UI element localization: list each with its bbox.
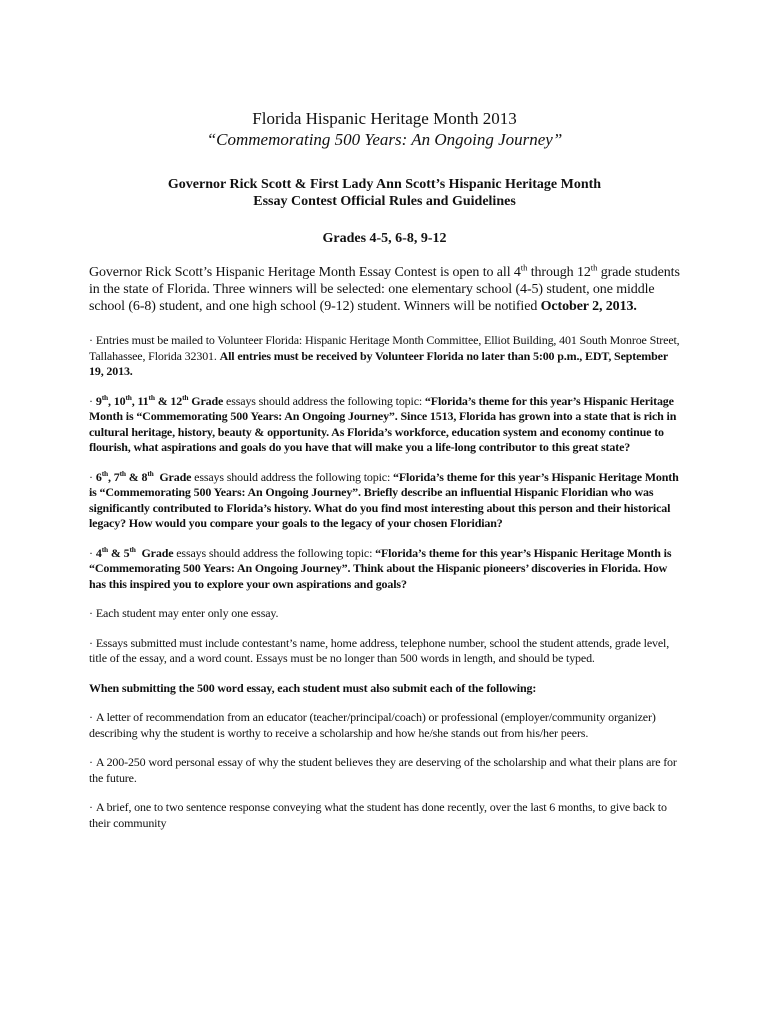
grade-6-8-paragraph: · 6th, 7th & 8th Grade essays should address the following topic: “Florida’s theme for this year’s Hispanic Heritage Month is “Commemorating 500 Years: An Ongoing Journey”. Briefly describe an influential Hispanic Floridian who was significantly contributed to Florida’s history. What do you find most interesting about this person and their historical legacy? How would you compare your goals to the legacy of your chosen Floridian? xyxy=(89,468,679,530)
bullet: · xyxy=(89,755,93,769)
intro-paragraph: Governor Rick Scott’s Hispanic Heritage Month Essay Contest is open to all 4th through 12th grade students in the state of Florida. Three winners will be selected: one elementary school (4-5) student, one middle school (6-8) student, and one high school (9-12) student. Winners will be notified October 2, 2013. xyxy=(89,262,680,314)
entries-paragraph: · Entries must be mailed to Volunteer Florida: Hispanic Heritage Month Committee, Elliot Building, 401 South Monroe Street, Tallahassee, Florida 32301. All entries must be received by Volunteer Florida no later than 5:00 p.m., EDT, September 19, 2013. xyxy=(89,333,680,378)
one-essay-rule: · Each student may enter only one essay. xyxy=(89,606,279,620)
bullet: · xyxy=(89,545,93,560)
grade-4-5-paragraph: · 4th & 5th Grade essays should address the following topic: “Florida’s theme for this year’s Hispanic Heritage Month is “Commemorating 500 Years: An Ongoing Journey”. Think about the Hispanic pioneers’ discoveries in Florida. How has this inspired you to explore your own aspirations and goals? xyxy=(89,544,672,591)
brief-response-requirement: · A brief, one to two sentence response conveying what the student has done recently, over the last 6 months, to give back to their community xyxy=(89,800,667,830)
bullet: · xyxy=(89,710,93,724)
grade-9-12-paragraph: · 9th, 10th, 11th & 12th Grade essays should address the following topic: “Florida’s theme for this year’s Hispanic Heritage Month is “Commemorating 500 Years: An Ongoing Journey”. Since 1513, Florida has grown into a state that is rich in cultural heritage, history, beauty & opportunity. As Florida’s workforce, education system and economy continue to flourish, what aspirations and goals do you have that will make you a life-long contributor to this great state? xyxy=(89,392,677,454)
heading-line-1: Governor Rick Scott & First Lady Ann Scott’s Hispanic Heritage Month xyxy=(167,177,602,192)
heading-line-2: Essay Contest Official Rules and Guidelines xyxy=(253,194,516,209)
document-subtitle: “Commemorating 500 Years: An Ongoing Journey” xyxy=(206,130,563,149)
submit-heading: When submitting the 500 word essay, each student must also submit each of the following: xyxy=(89,680,537,695)
document-title: Florida Hispanic Heritage Month 2013 xyxy=(252,109,517,128)
bullet: · xyxy=(89,800,93,814)
essay-requirements-rule: · Essays submitted must include contestant’s name, home address, telephone number, school the student attends, grade level, title of the essay, and a word count. Essays must be no longer than 500 words in length, and should be typed. xyxy=(89,635,670,665)
bullet: · xyxy=(89,393,93,408)
personal-essay-requirement: · A 200-250 word personal essay of why the student believes they are deserving of the scholarship and what their plans are for the future. xyxy=(89,755,677,785)
letter-requirement: · A letter of recommendation from an educator (teacher/principal/coach) or professional (employer/community organizer) describing why the student is worthy to receive a scholarship and how he/she stands out from his/her peers. xyxy=(89,710,656,740)
bullet: · xyxy=(89,606,93,620)
grades-heading: Grades 4-5, 6-8, 9-12 xyxy=(322,231,447,246)
bullet: · xyxy=(89,469,93,484)
bullet: · xyxy=(89,635,93,650)
bullet: · xyxy=(89,333,93,347)
